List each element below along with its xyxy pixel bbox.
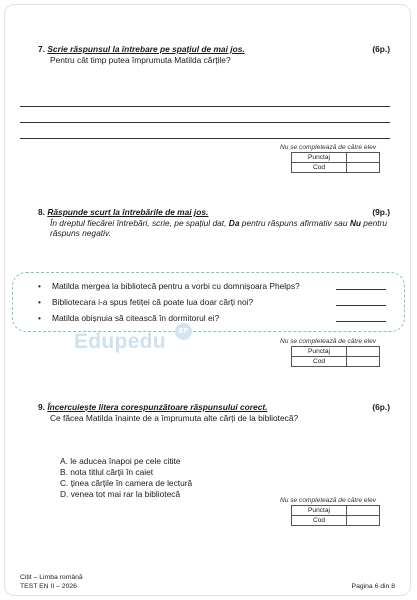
question-9-points: (6p.) bbox=[372, 402, 390, 412]
assessment-note: Nu se completează de către elev bbox=[280, 497, 377, 504]
code-cell bbox=[347, 516, 380, 526]
answer-blank[interactable] bbox=[336, 321, 386, 322]
footer-test: TEST EN II – 2026 bbox=[20, 583, 77, 590]
question-7-text: Pentru cât timp putea împrumuta Matilda cărțile? bbox=[50, 54, 231, 65]
footer-page-number: Pagina 6 din 8 bbox=[351, 583, 395, 590]
question-7-points: (6p.) bbox=[372, 44, 390, 54]
code-cell bbox=[347, 163, 380, 173]
option-c[interactable]: C. ținea cărțile în camera de lectură bbox=[60, 478, 193, 488]
assessment-grid bbox=[291, 505, 380, 526]
assessment-box-q9 bbox=[280, 497, 400, 526]
yes-no-item: • Matilda obișnuia să citească în dormitorul ei? bbox=[38, 313, 398, 323]
question-9-number: 9. bbox=[38, 402, 45, 412]
option-b[interactable]: B. nota titlul cărții în caiet bbox=[60, 467, 154, 477]
watermark-badge: EP bbox=[175, 323, 192, 340]
bullet-icon: • bbox=[38, 297, 41, 307]
option-d[interactable]: D. venea tot mai rar la bibliotecă bbox=[60, 489, 181, 499]
question-7-number: 7. bbox=[38, 44, 45, 54]
assessment-box-q7 bbox=[280, 144, 400, 173]
bullet-icon: • bbox=[38, 281, 41, 291]
option-a[interactable]: A. le aducea înapoi pe cele citite bbox=[60, 456, 181, 466]
yes-no-item: • Bibliotecara i-a spus fetiței că poate lua doar cărți noi? bbox=[38, 297, 398, 307]
question-8-points: (9p.) bbox=[372, 207, 390, 217]
yes-no-item: • Matilda mergea la bibliotecă pentru a vorbi cu domnișoara Phelps? bbox=[38, 281, 398, 291]
answer-line-1[interactable] bbox=[20, 106, 390, 107]
score-cell bbox=[347, 153, 380, 163]
assessment-note: Nu se completează de către elev bbox=[280, 144, 377, 151]
question-7 bbox=[38, 44, 390, 65]
assessment-note: Nu se completează de către elev bbox=[280, 338, 377, 345]
question-9-title: Încercuiește litera corespunzătoare răspunsului corect. bbox=[47, 402, 268, 412]
score-cell bbox=[347, 347, 380, 357]
score-label: Punctaj bbox=[292, 153, 347, 163]
answer-line-2[interactable] bbox=[20, 122, 390, 123]
bullet-icon: • bbox=[38, 313, 41, 323]
answer-blank[interactable] bbox=[336, 305, 386, 306]
answer-line-3[interactable] bbox=[20, 138, 390, 139]
footer-subject: Citit – Limba română bbox=[20, 574, 83, 581]
question-9 bbox=[38, 402, 390, 423]
question-8-number: 8. bbox=[38, 207, 45, 217]
question-7-title: Scrie răspunsul la întrebare pe spațiul de mai jos. bbox=[47, 44, 245, 54]
question-8-instructions: În dreptul fiecărei întrebări, scrie, pe spațiul dat, Da pentru răspuns afirmativ sau Nu pentru răspuns negativ. bbox=[50, 217, 388, 238]
question-8 bbox=[38, 207, 390, 239]
question-8-title: Răspunde scurt la întrebările de mai jos. bbox=[47, 207, 209, 217]
score-label: Punctaj bbox=[292, 506, 347, 516]
code-cell bbox=[347, 357, 380, 367]
assessment-grid bbox=[291, 152, 380, 173]
footer-left bbox=[20, 573, 83, 591]
question-9-text: Ce făcea Matilda înainte de a împrumuta alte cărți de la bibliotecă? bbox=[50, 412, 299, 423]
score-label: Punctaj bbox=[292, 347, 347, 357]
assessment-grid bbox=[291, 346, 380, 367]
assessment-box-q8 bbox=[280, 338, 400, 367]
answer-blank[interactable] bbox=[336, 289, 386, 290]
code-label: Cod bbox=[292, 516, 347, 526]
code-label: Cod bbox=[292, 357, 347, 367]
code-label: Cod bbox=[292, 163, 347, 173]
score-cell bbox=[347, 506, 380, 516]
watermark-logo: Edupedu bbox=[74, 330, 166, 353]
